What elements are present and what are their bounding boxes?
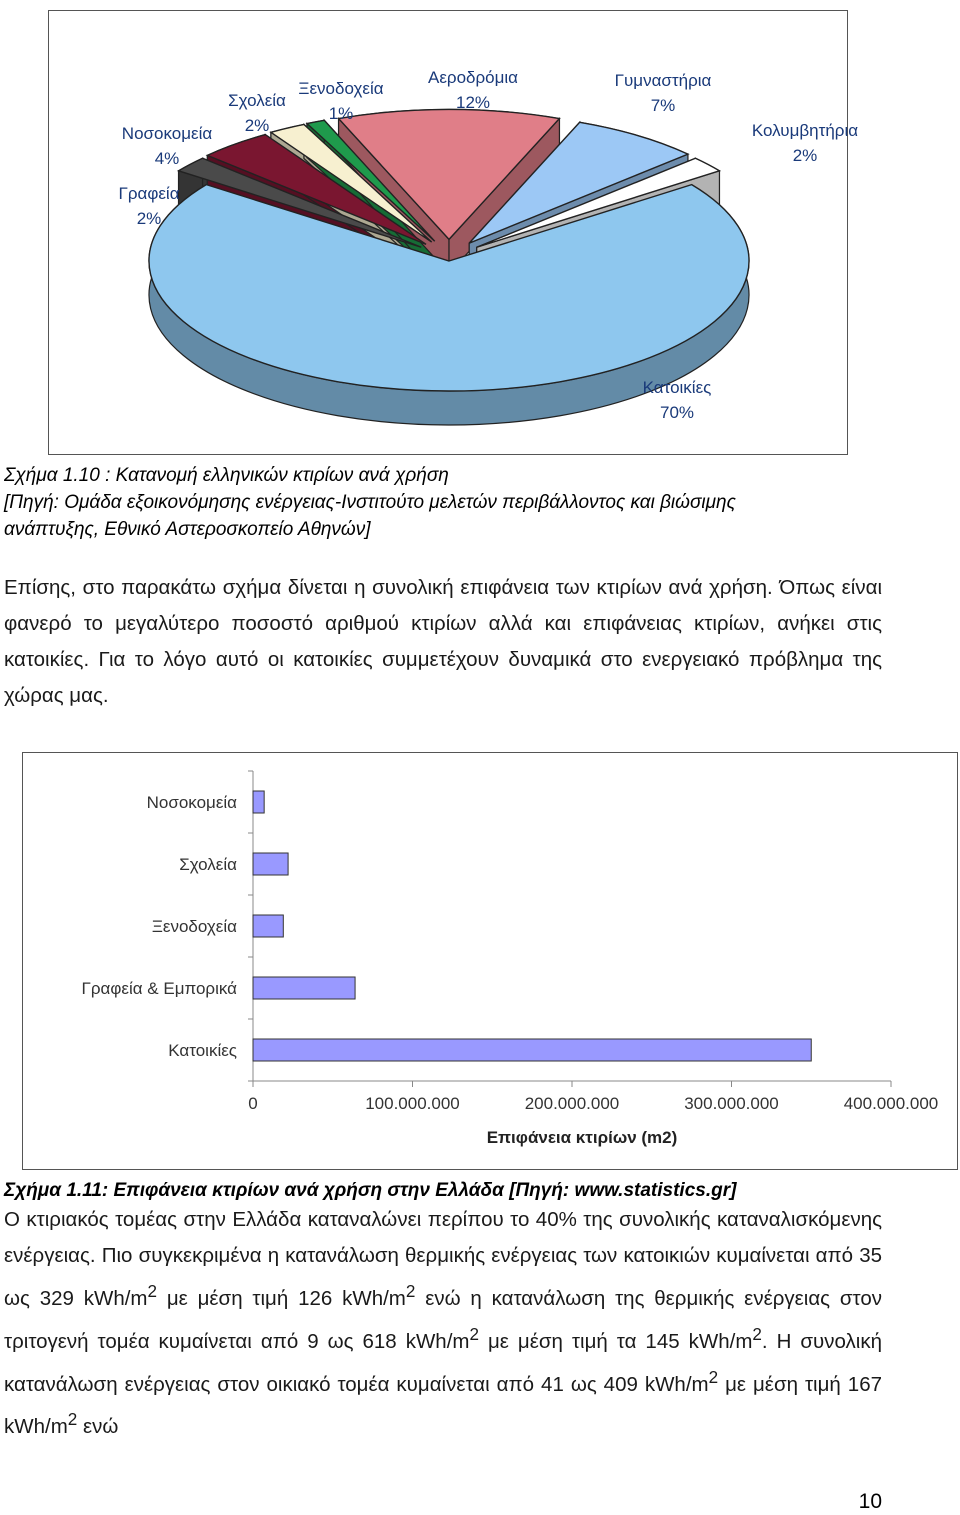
bar-category-label: Ξενοδοχεία bbox=[151, 917, 237, 936]
paragraph-energy-consumption bbox=[4, 1202, 882, 1445]
pie-category-label: Σχολεία bbox=[228, 91, 286, 110]
pie-percent-label: 1% bbox=[328, 104, 354, 123]
pie-category-label: Κολυμβητήρια bbox=[751, 121, 859, 140]
page-number: 10 bbox=[858, 1490, 882, 1513]
pie-category-label: Νοσοκομεία bbox=[121, 124, 213, 143]
superscript: 2 bbox=[752, 1324, 762, 1344]
pie-percent-label: 2% bbox=[792, 146, 818, 165]
pie-category-label: Αεροδρόμια bbox=[427, 68, 519, 87]
bar-category-label: Νοσοκομεία bbox=[146, 793, 237, 812]
pie-chart bbox=[49, 11, 859, 454]
text-segment: με μέση τιμή 167 kWh/m bbox=[4, 1372, 882, 1439]
pie-category-label: Ξενοδοχεία bbox=[298, 79, 384, 98]
x-tick-label: 400.000.000 bbox=[843, 1094, 939, 1113]
pie-percent-label: 2% bbox=[136, 209, 162, 228]
superscript: 2 bbox=[708, 1367, 719, 1387]
figure-caption-1 bbox=[4, 462, 736, 543]
bar bbox=[253, 791, 264, 813]
text-segment: ενώ bbox=[77, 1415, 119, 1439]
x-tick-label: 300.000.000 bbox=[684, 1094, 779, 1113]
pie-percent-label: 70% bbox=[659, 403, 695, 422]
caption-1-line-2: [Πηγή: Ομάδα εξοικονόμησης ενέργειας-Ινστιτούτο μελετών περιβάλλοντος και βιώσιμης bbox=[4, 492, 736, 513]
pie-percent-label: 2% bbox=[244, 116, 270, 135]
bar bbox=[253, 915, 283, 937]
bar-chart bbox=[23, 753, 957, 1169]
text-segment: . Η συνολική κατανάλωση ενέργειας στον οικιακό τομέα κυμαίνεται από 41 ως 409 kWh/m bbox=[4, 1329, 882, 1396]
pie-category-label: Γραφεία bbox=[118, 184, 180, 203]
paragraph-building-surface: Επίσης, στο παρακάτω σχήμα δίνεται η συνολική επιφάνεια των κτιρίων ανά χρήση. Όπως είναι φανερό το μεγαλύτερο ποσοστό αριθμού κτιρίων αλλά και επιφάνειας κτιρίων, ανήκει στις κατοικίες. Για το λόγο αυτό οι κατοικίες συμμετέχουν δυναμικά στο ενεργειακό πρόβλημα της χώρας μας. bbox=[4, 576, 882, 707]
bar bbox=[253, 977, 355, 999]
bar bbox=[253, 853, 288, 875]
bar bbox=[253, 1039, 811, 1061]
bar-category-label: Γραφεία & Εμπορικά bbox=[81, 979, 237, 998]
pie-category-label: Κατοικίες bbox=[642, 378, 712, 397]
text-segment: με μέση τιμή 126 kWh/m bbox=[157, 1286, 406, 1310]
caption-1-line-3: ανάπτυξης, Εθνικό Αστεροσκοπείο Αθηνών] bbox=[4, 519, 371, 540]
x-tick-label: 0 bbox=[248, 1094, 258, 1113]
text-segment: ενώ η κατανάλωση της θερμικής ενέργειας στον τριτογενή τομέα κυμαίνεται από 9 ως 618 kWh/m bbox=[4, 1286, 882, 1353]
x-axis-label: Επιφάνεια κτιρίων (m2) bbox=[486, 1128, 678, 1147]
bar-category-label: Σχολεία bbox=[179, 855, 237, 874]
pie-percent-label: 12% bbox=[455, 93, 491, 112]
pie-category-label: Γυμναστήρια bbox=[614, 71, 712, 90]
bar-chart-frame bbox=[22, 752, 958, 1170]
figure-caption-2: Σχήμα 1.11: Επιφάνεια κτιρίων ανά χρήση στην Ελλάδα [Πηγή: www.statistics.gr] bbox=[4, 1180, 737, 1201]
superscript: 2 bbox=[67, 1410, 78, 1430]
pie-percent-label: 4% bbox=[154, 149, 180, 168]
caption-1-line-1: Σχήμα 1.10 : Κατανομή ελληνικών κτιρίων ανά χρήση bbox=[4, 465, 449, 486]
superscript: 2 bbox=[147, 1282, 157, 1301]
bar-category-label: Κατοικίες bbox=[168, 1041, 237, 1060]
pie-percent-label: 7% bbox=[650, 96, 676, 115]
superscript: 2 bbox=[405, 1282, 416, 1301]
x-tick-label: 200.000.000 bbox=[524, 1094, 620, 1113]
text-segment: Ο κτιριακός τομέας στην Ελλάδα καταναλώνει περίπου το 40% της συνολικής καταναλισκόμενης ενέργειας. Πιο συγκεκριμένα η κατανάλωση θερμικής ενέργειας των κατοικιών κυμαίνεται από 35 ως 329 kWh/m bbox=[4, 1208, 882, 1310]
x-tick-label: 100.000.000 bbox=[365, 1094, 460, 1113]
text-segment: με μέση τιμή τα 145 kWh/m bbox=[478, 1329, 753, 1353]
superscript: 2 bbox=[469, 1324, 479, 1344]
pie-chart-frame bbox=[48, 10, 859, 455]
